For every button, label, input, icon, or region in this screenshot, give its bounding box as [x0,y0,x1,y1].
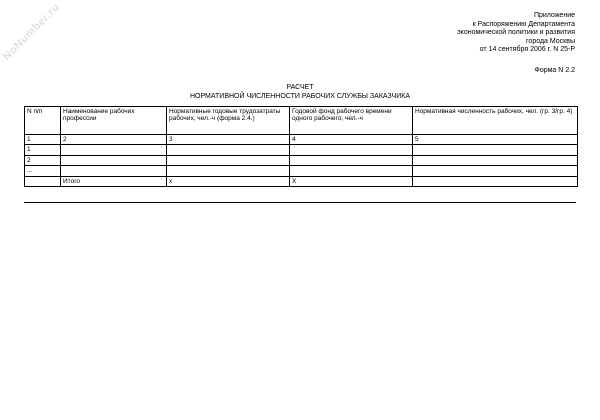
table-cell: ... [25,166,61,176]
table-cell [290,155,413,165]
table-cell [167,166,290,176]
table-cell: 1 [25,145,61,155]
appendix-line: города Москвы [526,37,575,45]
appendix-note [457,12,575,55]
header-cell-profession: Наименование рабочих профессии [61,107,167,135]
table-cell [25,176,61,186]
table-cell [61,145,167,155]
table-cell: 5 [413,135,578,145]
table-row [25,155,578,165]
header-cell-headcount: Нормативная численность рабочих, чел. (гр. 3/гр. 4) [413,107,578,135]
table-cell [413,166,578,176]
total-label-cell: Итого [61,176,167,186]
table-cell [413,145,578,155]
table-cell [290,166,413,176]
title-line-1: РАСЧЕТ [286,84,314,91]
appendix-line: Приложение [533,12,575,19]
table-cell: х [167,176,290,186]
header-cell-time-fund: Годовой фонд рабочего времени одного рабочего, чел.-ч [290,107,413,135]
table-row [25,145,578,155]
table-row [25,166,578,176]
appendix-line: к Распоряжению Департамента [472,20,575,28]
table-cell [413,176,578,186]
document-title [0,84,600,101]
table-cell [167,155,290,165]
table-cell [413,155,578,165]
appendix-line: от 14 сентября 2006 г. N 25-Р [479,46,575,54]
title-line-2: НОРМАТИВНОЙ ЧИСЛЕННОСТИ РАБОЧИХ СЛУЖБЫ ЗАКАЗЧИКА [189,92,411,100]
table-cell: 1 [25,135,61,145]
bottom-divider [24,202,576,203]
table-total-row [25,176,578,186]
table-cell: 2 [61,135,167,145]
table-header-row [25,107,578,135]
watermark: NoNumber.ru [0,1,63,63]
table-cell [61,166,167,176]
table-cell: 4 [290,135,413,145]
header-cell-number: N п/п [25,107,61,135]
table-cell [61,155,167,165]
table-cell: Х [290,176,413,186]
appendix-line: экономической политики и развития [457,29,575,37]
table-cell [290,145,413,155]
table-cell: 3 [167,135,290,145]
form-number: Форма N 2.2 [534,67,575,74]
table-cell [167,145,290,155]
calculation-table [24,106,578,187]
table-cell: 2 [25,155,61,165]
table-row [25,135,578,145]
header-cell-labor-cost: Нормативные годовые трудозатраты рабочих, чел.-ч (форма 2.4.) [167,107,290,135]
